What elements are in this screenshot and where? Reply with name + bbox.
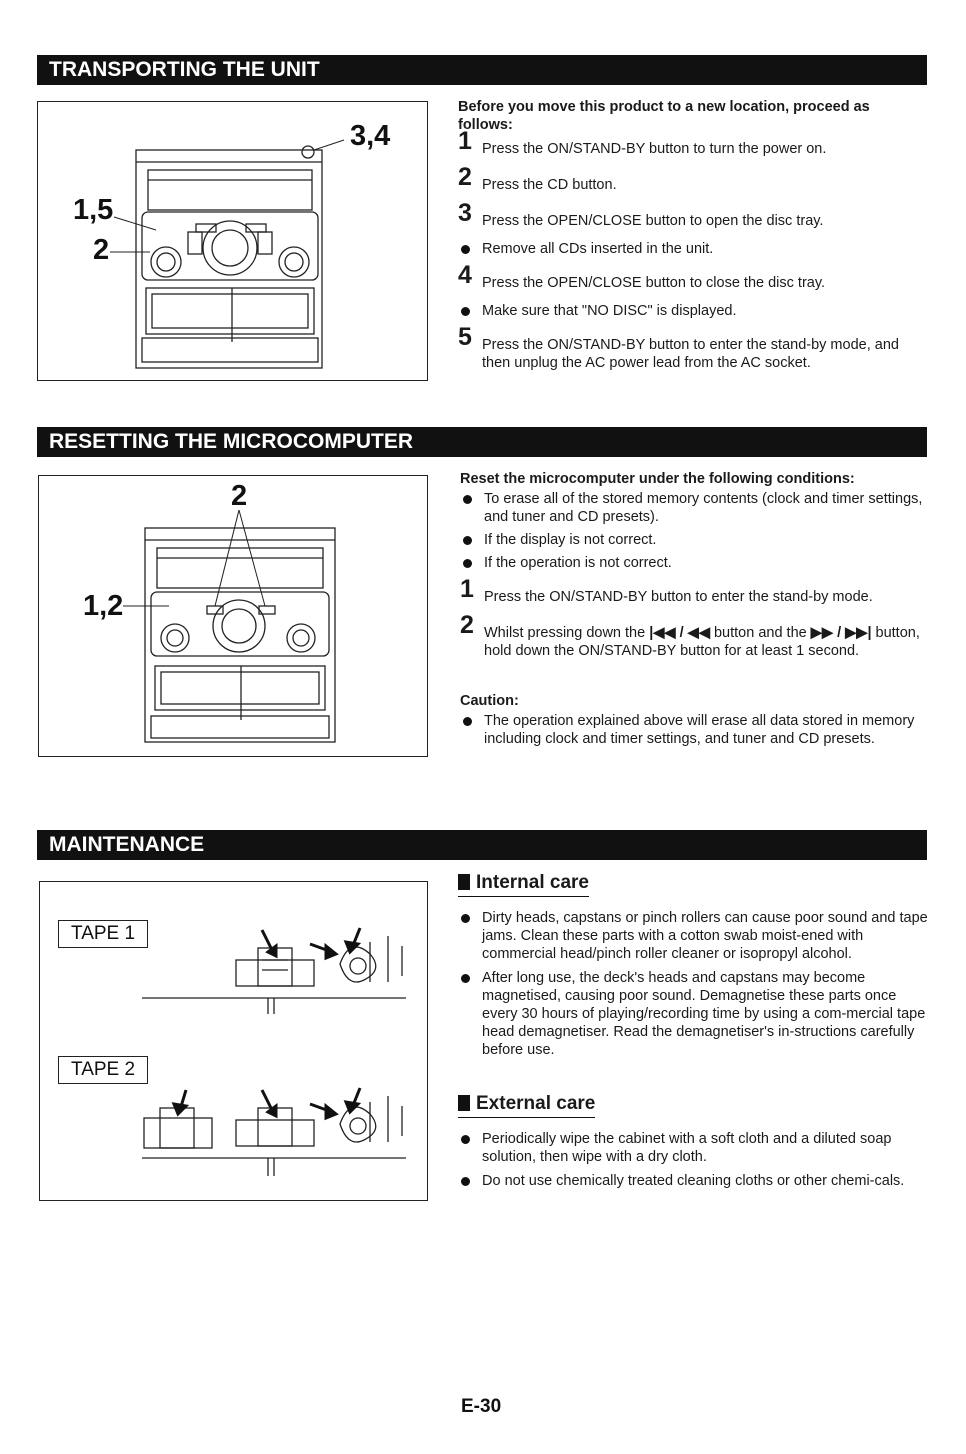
transport-figure — [37, 101, 428, 381]
callout-1-2: 1,2 — [83, 590, 124, 622]
callout-2: 2 — [231, 480, 248, 512]
tape-1-label: TAPE 1 — [58, 920, 148, 948]
page-number: E-30 — [461, 1396, 502, 1417]
transport-step-1: 1 Press the ON/STAND-BY button to turn the power on. — [458, 127, 827, 157]
section-title-transporting — [37, 55, 927, 85]
section-title-text: MAINTENANCE — [49, 833, 205, 856]
callout-2: 2 — [93, 234, 110, 266]
transport-step-2: 2 Press the CD button. — [458, 163, 617, 193]
reset-figure — [38, 475, 428, 757]
square-bullet-icon — [458, 874, 470, 890]
external-care-item-2: Do not use chemically treated cleaning cloths or other chemi-cals. — [458, 1172, 928, 1190]
maintenance-figure — [39, 881, 428, 1201]
reset-condition-1: To erase all of the stored memory contents (clock and timer settings, and tuner and CD presets). — [460, 490, 928, 526]
callout-1-5: 1,5 — [73, 194, 114, 226]
callout-3-4: 3,4 — [350, 120, 391, 152]
tape-2-label: TAPE 2 — [58, 1056, 148, 1084]
reset-condition-2: If the display is not correct. — [460, 531, 928, 549]
square-bullet-icon — [458, 1095, 470, 1111]
transport-step-5: 5 Press the ON/STAND-BY button to enter the stand-by mode, and then unplug the AC power lead from the AC socket. — [458, 323, 899, 371]
transport-lead: Before you move this product to a new location, proceed as follows: — [458, 99, 870, 133]
forward-skip-symbol: ▶▶ / ▶▶| — [810, 625, 872, 641]
transport-step-4: 4 Press the OPEN/CLOSE button to close the disc tray. — [458, 261, 826, 291]
section-title-text: RESETTING THE MICROCOMPUTER — [49, 430, 414, 453]
transport-bullet-1: Remove all CDs inserted in the unit. — [458, 240, 928, 258]
reset-condition-3: If the operation is not correct. — [460, 554, 928, 572]
transport-bullet-2: Make sure that "NO DISC" is displayed. — [458, 302, 928, 320]
external-care-heading: External care — [458, 1095, 595, 1118]
reset-step-1: 1 Press the ON/STAND-BY button to enter the stand-by mode. — [460, 575, 873, 605]
caution-text: The operation explained above will erase all data stored in memory including clock and timer settings, and tuner and CD presets. — [460, 712, 928, 748]
internal-care-item-2: After long use, the deck's heads and capstans may become magnetised, causing poor sound. Demagnetise these parts once every 30 hours of playing/recording time by using a com-mercial tape head demagnetiser. Read the demagnetiser's in-structions carefully before use. — [458, 969, 928, 1059]
internal-care-item-1: Dirty heads, capstans or pinch rollers can cause poor sound and tape jams. Clean these parts with a cotton swab moist-ened with commercial head/pinch roller cleaner or isopropyl alcohol. — [458, 909, 928, 963]
internal-care-heading: Internal care — [458, 874, 589, 897]
reset-step-2: 2 Whilst pressing down the |◀◀ / ◀◀ button and the ▶▶ / ▶▶| button, hold down the ON/STAND-BY button for at least 1 second. — [460, 611, 920, 659]
reset-lead: Reset the microcomputer under the following conditions: — [460, 471, 855, 487]
section-title-maintenance — [37, 830, 927, 860]
section-title-resetting — [37, 427, 927, 457]
transport-instructions — [458, 98, 928, 382]
transport-step-3: 3 Press the OPEN/CLOSE button to open the disc tray. — [458, 199, 824, 229]
maintenance-instructions — [458, 874, 928, 1198]
external-care-item-1: Periodically wipe the cabinet with a soft cloth and a diluted soap solution, then wipe with a dry cloth. — [458, 1130, 928, 1166]
reset-instructions — [460, 470, 928, 756]
section-title-text: TRANSPORTING THE UNIT — [49, 58, 320, 81]
rewind-skip-symbol: |◀◀ / ◀◀ — [649, 625, 710, 641]
caution-label: Caution: — [460, 693, 519, 709]
